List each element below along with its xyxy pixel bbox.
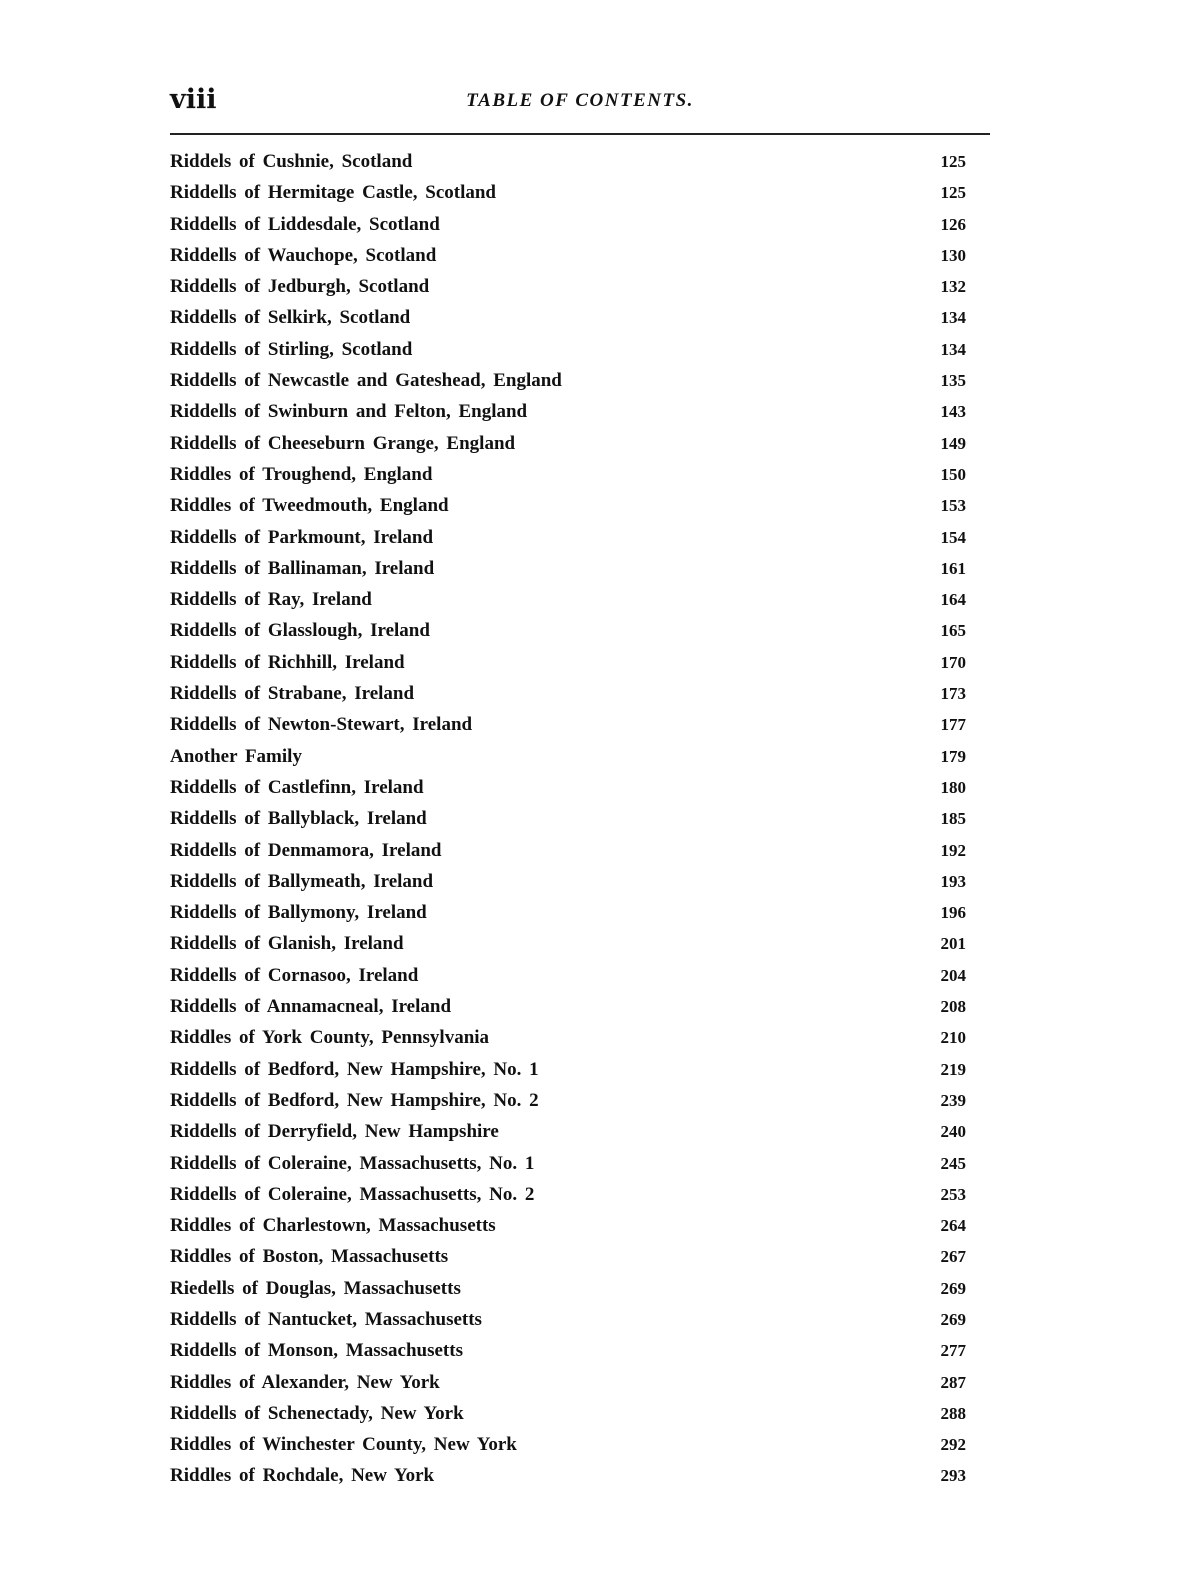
toc-entry-title: Riddells of Ballinaman, Ireland [170, 557, 442, 581]
toc-entry [170, 839, 990, 870]
toc-entry-page: 125 [940, 152, 966, 171]
toc-entry-page: 161 [940, 558, 966, 578]
toc-entry-title: Riddells of Swinburn and Felton, England [170, 400, 535, 424]
toc-entry-page: 287 [940, 1372, 966, 1392]
toc-entry-page: 143 [940, 402, 966, 422]
toc-entry-page: 292 [940, 1435, 966, 1455]
toc-entry-title: Riddells of Newcastle and Gateshead, England [170, 369, 570, 393]
toc-entry [170, 181, 990, 212]
toc-entry [170, 1464, 990, 1495]
toc-entry-page: 180 [940, 777, 966, 797]
toc-entry [170, 1402, 990, 1433]
page-header [170, 84, 990, 124]
toc-entry-page: 134 [940, 308, 966, 328]
toc-entry-page: 240 [940, 1122, 966, 1142]
toc-entry-title: Riddells of Cheeseburn Grange, England [170, 432, 523, 456]
toc-entry-title: Riddells of Stirling, Scotland [170, 338, 420, 362]
toc-entry-page: 293 [940, 1466, 966, 1486]
toc-entry [170, 745, 990, 776]
toc-entry-page: 253 [940, 1184, 966, 1204]
toc-entry-title: Riddles of Winchester County, New York [170, 1433, 525, 1457]
toc-entry-title: Riddells of Annamacneal, Ireland [170, 995, 459, 1019]
toc-entry-title: Riddells of Glasslough, Ireland [170, 619, 438, 643]
toc-entry-title: Riddells of Nantucket, Massachusetts [170, 1308, 490, 1332]
toc-entry-page: 210 [940, 1028, 966, 1048]
toc-entry [170, 713, 990, 744]
toc-entry-title: Riddells of Glanish, Ireland [170, 932, 412, 956]
toc-entry-title: Riddells of Richhill, Ireland [170, 651, 413, 675]
toc-entry-title: Riddells of Derryfield, New Hampshire [170, 1120, 507, 1144]
running-title: TABLE OF CONTENTS. [466, 90, 694, 111]
toc-entry-page: 153 [940, 496, 966, 516]
toc-entry-title: Riddells of Cornasoo, Ireland [170, 964, 426, 988]
toc-entry [170, 432, 990, 463]
toc-entry-page: 170 [940, 652, 966, 672]
toc-entry-page: 185 [940, 809, 966, 829]
toc-entry [170, 807, 990, 838]
toc-entry-page: 173 [940, 684, 966, 704]
table-of-contents [170, 150, 990, 1496]
toc-entry-title: Riddles of Rochdale, New York [170, 1464, 442, 1488]
toc-entry [170, 682, 990, 713]
toc-entry-title: Riddells of Wauchope, Scotland [170, 244, 444, 268]
toc-entry [170, 150, 990, 181]
toc-entry-page: 277 [940, 1341, 966, 1361]
toc-entry [170, 557, 990, 588]
toc-entry [170, 1183, 990, 1214]
toc-entry-title: Riddles of Boston, Massachusetts [170, 1245, 456, 1269]
toc-entry [170, 588, 990, 619]
toc-entry [170, 463, 990, 494]
toc-entry [170, 1339, 990, 1370]
toc-entry-title: Riddells of Strabane, Ireland [170, 682, 422, 706]
toc-entry-title: Riddells of Jedburgh, Scotland [170, 275, 437, 299]
toc-entry-page: 164 [940, 590, 966, 610]
toc-entry [170, 1026, 990, 1057]
toc-entry-page: 154 [940, 527, 966, 547]
toc-entry [170, 1214, 990, 1245]
toc-entry-page: 196 [940, 903, 966, 923]
toc-entry-title: Riddells of Ballymeath, Ireland [170, 870, 441, 894]
toc-entry-title: Riddells of Liddesdale, Scotland [170, 213, 448, 237]
toc-entry-page: 179 [940, 746, 966, 766]
toc-entry-page: 150 [940, 464, 966, 484]
toc-entry-title: Riddells of Monson, Massachusetts [170, 1339, 471, 1363]
toc-entry [170, 776, 990, 807]
toc-entry [170, 244, 990, 275]
toc-entry-page: 239 [940, 1090, 966, 1110]
toc-entry-page: 132 [940, 277, 966, 297]
toc-entry-title: Another Family [170, 745, 310, 769]
toc-entry [170, 306, 990, 337]
toc-entry-title: Riddells of Denmamora, Ireland [170, 839, 449, 863]
toc-entry-title: Riddels of Cushnie, Scotland [170, 150, 420, 174]
toc-entry-title: Riedells of Douglas, Massachusetts [170, 1277, 469, 1301]
toc-entry-page: 219 [940, 1059, 966, 1079]
toc-entry-page: 130 [940, 245, 966, 265]
toc-entry [170, 932, 990, 963]
toc-entry-page: 134 [940, 339, 966, 359]
toc-entry [170, 213, 990, 244]
toc-entry [170, 1152, 990, 1183]
toc-entry-title: Riddells of Selkirk, Scotland [170, 306, 418, 330]
toc-entry-page: 269 [940, 1309, 966, 1329]
toc-entry-title: Riddles of Tweedmouth, England [170, 494, 457, 518]
toc-entry-page: 201 [940, 934, 966, 954]
toc-entry-title: Riddells of Bedford, New Hampshire, No. 1 [170, 1058, 547, 1082]
toc-entry-title: Riddells of Hermitage Castle, Scotland [170, 181, 504, 205]
header-rule [170, 133, 990, 135]
toc-entry-page: 135 [940, 371, 966, 391]
toc-entry-title: Riddles of Troughend, England [170, 463, 440, 487]
page-number: viii [170, 84, 217, 115]
toc-entry [170, 1371, 990, 1402]
toc-entry-title: Riddles of Charlestown, Massachusetts [170, 1214, 504, 1238]
toc-entry [170, 901, 990, 932]
toc-entry [170, 400, 990, 431]
toc-entry [170, 619, 990, 650]
toc-entry-page: 208 [940, 997, 966, 1017]
toc-entry-title: Riddles of York County, Pennsylvania [170, 1026, 497, 1050]
toc-entry [170, 526, 990, 557]
toc-entry [170, 369, 990, 400]
toc-entry [170, 870, 990, 901]
toc-entry-page: 245 [940, 1153, 966, 1173]
toc-entry [170, 1245, 990, 1276]
toc-entry-page: 192 [940, 840, 966, 860]
toc-entry [170, 275, 990, 306]
toc-entry-title: Riddells of Ray, Ireland [170, 588, 380, 612]
toc-entry-title: Riddells of Castlefinn, Ireland [170, 776, 432, 800]
toc-entry [170, 1433, 990, 1464]
toc-entry [170, 1058, 990, 1089]
toc-entry [170, 1089, 990, 1120]
toc-entry-page: 264 [940, 1216, 966, 1236]
toc-entry-page: 267 [940, 1247, 966, 1267]
toc-entry-page: 165 [940, 621, 966, 641]
toc-entry [170, 964, 990, 995]
toc-entry [170, 1308, 990, 1339]
toc-entry-title: Riddells of Coleraine, Massachusetts, No. 2 [170, 1183, 542, 1207]
toc-entry-title: Riddells of Ballymony, Ireland [170, 901, 435, 925]
toc-entry-page: 288 [940, 1403, 966, 1423]
toc-entry [170, 995, 990, 1026]
toc-entry-page: 177 [940, 715, 966, 735]
toc-entry-title: Riddells of Bedford, New Hampshire, No. 2 [170, 1089, 547, 1113]
toc-entry-page: 204 [940, 965, 966, 985]
toc-entry-page: 193 [940, 871, 966, 891]
toc-entry [170, 494, 990, 525]
toc-entry [170, 651, 990, 682]
toc-entry [170, 1120, 990, 1151]
toc-entry-title: Riddells of Schenectady, New York [170, 1402, 472, 1426]
toc-entry [170, 1277, 990, 1308]
toc-entry-page: 125 [940, 183, 966, 203]
toc-entry-page: 269 [940, 1278, 966, 1298]
toc-entry-page: 149 [940, 433, 966, 453]
toc-entry-page: 126 [940, 214, 966, 234]
toc-entry-title: Riddells of Newton-Stewart, Ireland [170, 713, 480, 737]
toc-entry-title: Riddles of Alexander, New York [170, 1371, 448, 1395]
toc-entry-title: Riddells of Parkmount, Ireland [170, 526, 441, 550]
toc-entry [170, 338, 990, 369]
toc-entry-title: Riddells of Ballyblack, Ireland [170, 807, 435, 831]
toc-entry-title: Riddells of Coleraine, Massachusetts, No. 1 [170, 1152, 542, 1176]
